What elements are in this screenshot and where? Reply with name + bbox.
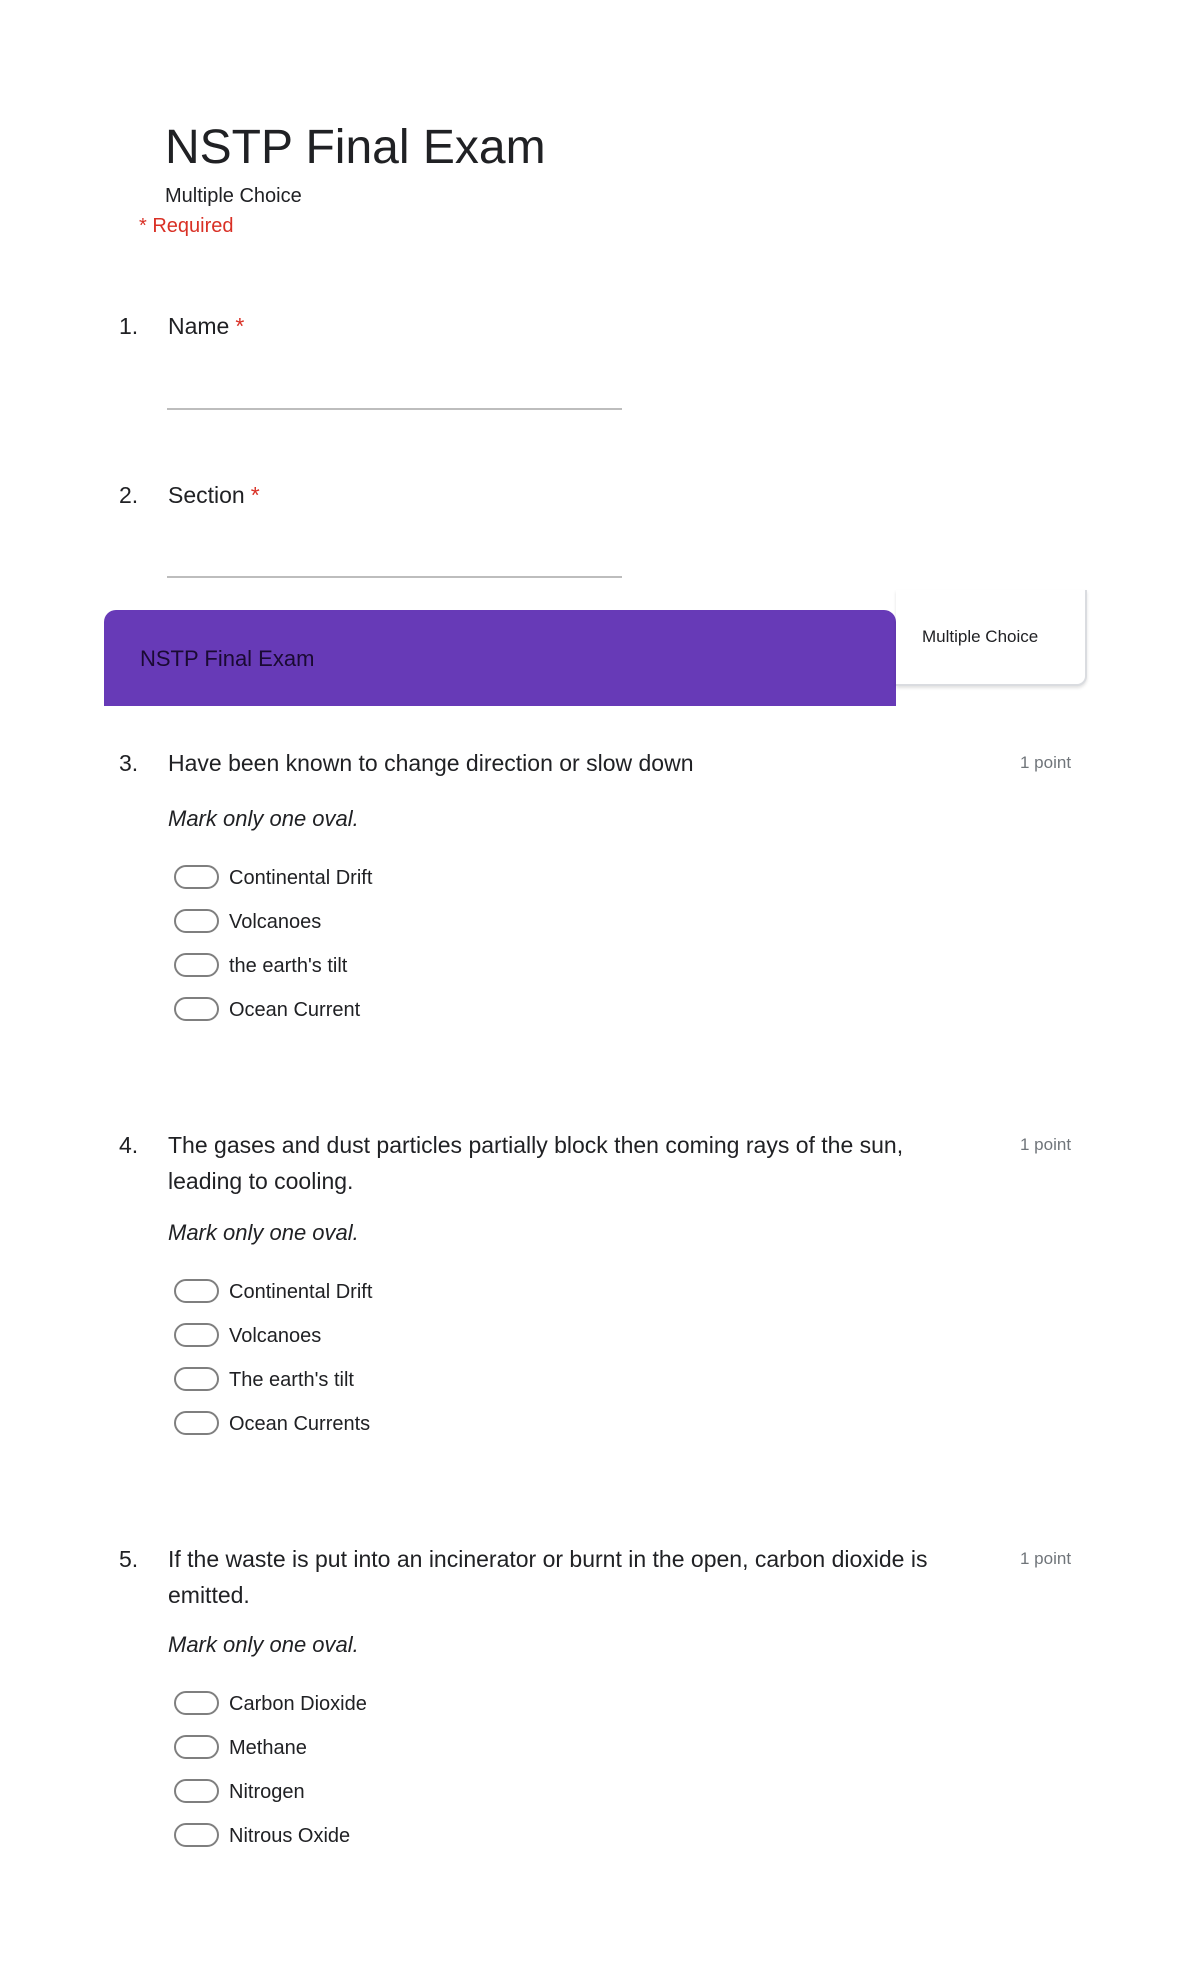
radio-oval[interactable]: [174, 997, 219, 1021]
question-points: 1 point: [1020, 1549, 1072, 1568]
option-nitrous-oxide[interactable]: [174, 1821, 674, 1851]
option-ocean-current[interactable]: [174, 995, 674, 1025]
question-instruction: Mark only one oval.: [168, 1632, 359, 1657]
question-points: 1 point: [1020, 1135, 1072, 1154]
radio-oval[interactable]: [174, 1691, 219, 1715]
option-label: The earth's tilt: [229, 1369, 354, 1391]
form-subtitle: Multiple Choice: [165, 185, 302, 207]
option-continental-drift[interactable]: [174, 1277, 674, 1307]
option-label: Nitrous Oxide: [229, 1825, 351, 1847]
option-label: Continental Drift: [229, 867, 373, 889]
question-text: Have been known to change direction or slow down: [168, 750, 694, 776]
radio-oval[interactable]: [174, 1735, 219, 1759]
name-answer-field[interactable]: [167, 408, 622, 410]
question-number: 5.: [119, 1546, 139, 1572]
required-star: *: [250, 482, 260, 508]
option-label: Volcanoes: [229, 911, 322, 933]
radio-oval[interactable]: [174, 909, 219, 933]
radio-oval[interactable]: [174, 1823, 219, 1847]
question-text: If the waste is put into an incinerator or burnt in the open, carbon dioxide is emitted.: [168, 1546, 928, 1608]
radio-oval[interactable]: [174, 865, 219, 889]
radio-oval[interactable]: [174, 1279, 219, 1303]
option-label: Carbon Dioxide: [229, 1693, 367, 1715]
radio-oval[interactable]: [174, 1323, 219, 1347]
question-number: 1.: [119, 313, 139, 339]
option-ocean-currents[interactable]: [174, 1409, 674, 1439]
question-number: 4.: [119, 1132, 139, 1158]
option-label: Continental Drift: [229, 1281, 373, 1303]
question-instruction: Mark only one oval.: [168, 806, 359, 831]
option-methane[interactable]: [174, 1733, 674, 1763]
question-text: [168, 477, 968, 513]
option-label: Nitrogen: [229, 1781, 305, 1803]
section-answer-field[interactable]: [167, 576, 622, 578]
section-title: NSTP Final Exam: [140, 646, 315, 671]
option-label: Ocean Currents: [229, 1413, 371, 1435]
option-volcanoes[interactable]: [174, 907, 674, 937]
option-label: the earth's tilt: [229, 955, 348, 977]
option-earths-tilt[interactable]: [174, 951, 674, 981]
option-nitrogen[interactable]: [174, 1777, 674, 1807]
question-instruction: Mark only one oval.: [168, 1220, 359, 1245]
form-title: NSTP Final Exam: [165, 121, 546, 174]
required-star: *: [235, 313, 245, 339]
radio-oval[interactable]: [174, 1411, 219, 1435]
option-label: Methane: [229, 1737, 307, 1759]
section-header-banner: [104, 610, 896, 706]
option-earths-tilt[interactable]: [174, 1365, 674, 1395]
option-carbon-dioxide[interactable]: [174, 1689, 674, 1719]
section-tab-label: Multiple Choice: [922, 627, 1039, 646]
option-volcanoes[interactable]: [174, 1321, 674, 1351]
radio-oval[interactable]: [174, 1367, 219, 1391]
question-label: Section: [168, 482, 245, 508]
question-text: The gases and dust particles partially block then coming rays of the sun, leading to cooling.: [168, 1132, 904, 1194]
radio-oval[interactable]: [174, 953, 219, 977]
question-number: 2.: [119, 482, 139, 508]
question-label: Name: [168, 313, 230, 339]
question-text: [168, 308, 968, 344]
option-label: Volcanoes: [229, 1325, 322, 1347]
required-note: * Required: [139, 215, 234, 237]
option-continental-drift[interactable]: [174, 863, 674, 893]
question-points: 1 point: [1020, 753, 1072, 772]
radio-oval[interactable]: [174, 1779, 219, 1803]
option-label: Ocean Current: [229, 999, 361, 1021]
question-number: 3.: [119, 750, 139, 776]
section-description-tab: [896, 590, 1087, 686]
